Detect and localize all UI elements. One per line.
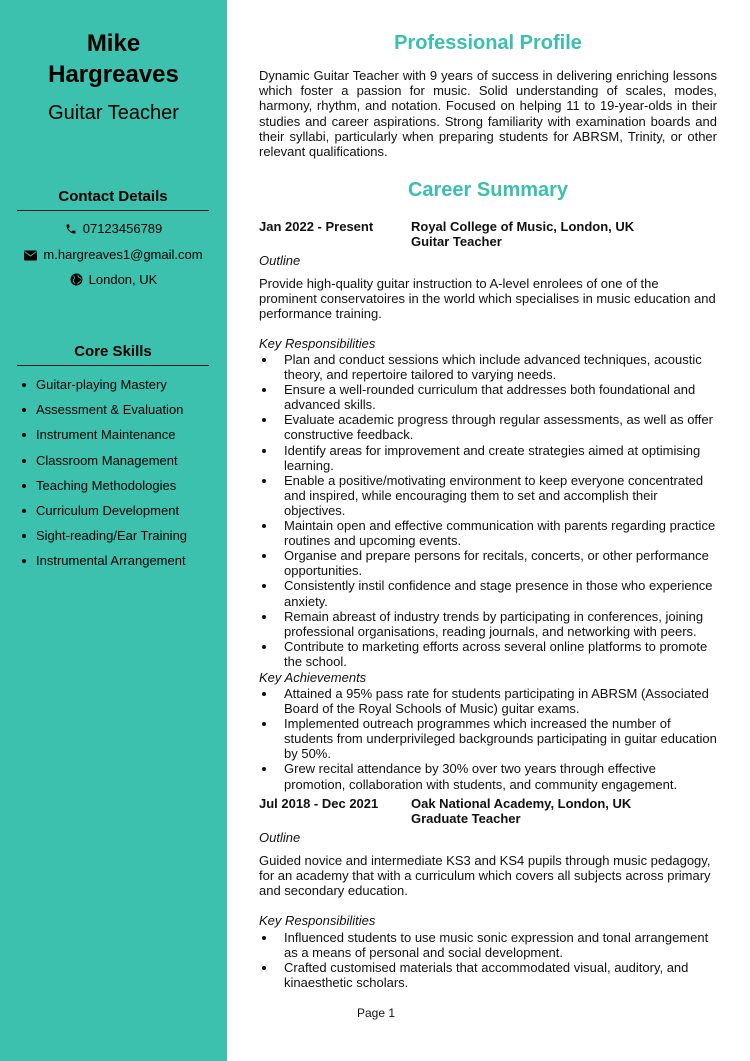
job-header (259, 796, 717, 828)
list-item: Enable a positive/motivating environment to keep everyone concentrated and inspired, while encouraging them to set and accomplish their objectives. (259, 473, 717, 518)
job-position: Graduate Teacher (411, 811, 521, 826)
skill-item: Guitar-playing Mastery (20, 376, 187, 401)
career-title: Career Summary (407, 179, 569, 201)
achievements-list (259, 686, 717, 792)
page-number: Page 1 (357, 1006, 396, 1020)
job-role: Guitar Teacher (48, 102, 179, 124)
job-header (259, 219, 717, 251)
skill-item: Assessment & Evaluation (20, 401, 187, 426)
envelope-icon (24, 250, 37, 261)
outline-label: Outline (259, 830, 301, 845)
email-address: m.hargreaves1@gmail.com (43, 247, 203, 262)
list-item: Ensure a well-rounded curriculum that addresses both foundational and advanced skills. (259, 382, 717, 412)
responsibilities-list (259, 352, 717, 669)
location-text: London, UK (88, 272, 158, 287)
first-name: Mike (86, 30, 141, 57)
skill-item: Instrument Maintenance (20, 426, 187, 451)
globe-icon (70, 273, 83, 286)
responsibilities-list (259, 930, 717, 990)
outline-label: Outline (259, 253, 301, 268)
contact-heading: Contact Details (17, 188, 209, 211)
skills-heading: Core Skills (17, 343, 209, 366)
list-item: Identify areas for improvement and create strategies aimed at optimising learning. (259, 443, 717, 473)
job-position: Guitar Teacher (411, 234, 502, 249)
skill-item: Curriculum Development (20, 502, 187, 527)
last-name: Hargreaves (48, 61, 179, 88)
profile-text: Dynamic Guitar Teacher with 9 years of success in delivering enriching lessons which foster a passion for music. Solid understanding of scales, modes, harmony, rhythm, and notation. Focused on helping 11 to 19-year-olds in their studies and career aspirations. Strong familiarity with examination boards and their syllabi, particularly when preparing students for ABRSM, Trinity, or other relevant qualifications. (259, 68, 717, 160)
list-item: Implemented outreach programmes which increased the number of students from underprivileged backgrounds participating in guitar education by 50%. (259, 716, 717, 761)
phone-icon (65, 223, 77, 235)
phone-number: 07123456789 (82, 221, 163, 236)
job-outline: Guided novice and intermediate KS3 and KS4 pupils through music pedagogy, for an academy that with a curriculum which covers all subjects across primary and secondary education. (259, 853, 711, 899)
skill-item: Instrumental Arrangement (20, 552, 187, 577)
job-organisation: Royal College of Music, London, UK (411, 219, 635, 234)
skill-item: Classroom Management (20, 452, 187, 477)
list-item: Grew recital attendance by 30% over two years through effective promotion, collaboration with students, and community engagement. (259, 761, 717, 791)
list-item: Attained a 95% pass rate for students participating in ABRSM (Associated Board of the Royal Schools of Music) guitar exams. (259, 686, 717, 716)
skills-list (20, 376, 187, 578)
skill-item: Teaching Methodologies (20, 477, 187, 502)
job-dates: Jan 2022 - Present (259, 219, 374, 234)
job-organisation: Oak National Academy, London, UK (411, 796, 632, 811)
responsibilities-label: Key Responsibilities (259, 336, 376, 351)
contact-phone (0, 220, 227, 238)
contact-email (0, 246, 227, 264)
job-dates: Jul 2018 - Dec 2021 (259, 796, 379, 811)
list-item: Contribute to marketing efforts across several online platforms to promote the school. (259, 639, 717, 669)
profile-title: Professional Profile (394, 32, 582, 54)
list-item: Maintain open and effective communication with parents regarding practice routines and upcoming events. (259, 518, 717, 548)
contact-location (0, 271, 227, 289)
achievements-label: Key Achievements (259, 670, 367, 685)
list-item: Plan and conduct sessions which include advanced techniques, acoustic theory, and repertoire tailored to varying needs. (259, 352, 717, 382)
candidate-name (0, 28, 227, 90)
job-outline: Provide high-quality guitar instruction to A-level enrolees of one of the prominent conservatoires in the world which specialises in music education and performance training. (259, 276, 716, 322)
skill-item: Sight-reading/Ear Training (20, 527, 187, 552)
list-item: Influenced students to use music sonic expression and tonal arrangement as a means of personal and social development. (259, 930, 717, 960)
list-item: Crafted customised materials that accommodated visual, auditory, and kinaesthetic scholars. (259, 960, 717, 990)
list-item: Consistently instil confidence and stage presence in those who experience anxiety. (259, 578, 717, 608)
list-item: Evaluate academic progress through regular assessments, as well as offer constructive feedback. (259, 412, 717, 442)
list-item: Organise and prepare persons for recitals, concerts, or other performance opportunities. (259, 548, 717, 578)
list-item: Remain abreast of industry trends by participating in conferences, joining professional organisations, reading journals, and networking with peers. (259, 609, 717, 639)
sidebar (0, 0, 227, 1061)
responsibilities-label: Key Responsibilities (259, 913, 376, 928)
